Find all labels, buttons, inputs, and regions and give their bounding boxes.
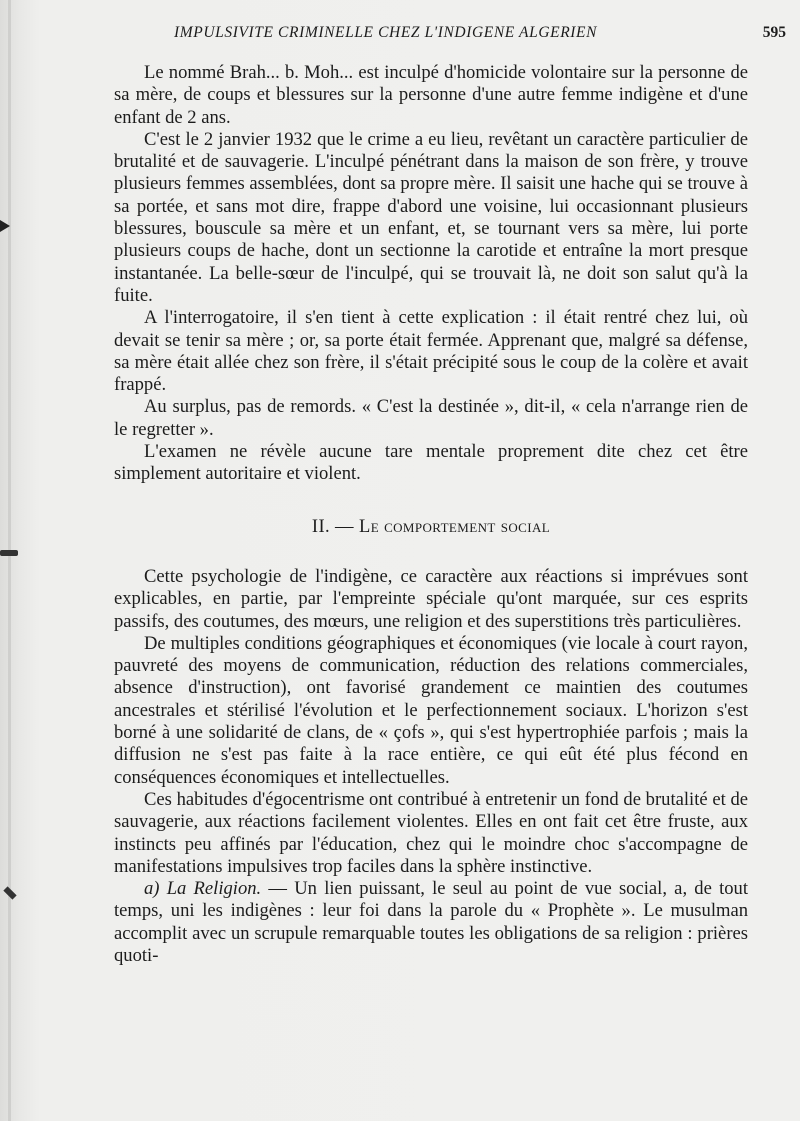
running-title: IMPULSIVITE CRIMINELLE CHEZ L'INDIGENE ALGERIEN: [174, 24, 598, 41]
religion-text: — Un lien puissant, le seul au point de vue social, a, de tout temps, uni les indigènes : leur foi dans la parole du « Prophète ». Le musulman accomplit avec un scrupule remarquable toutes les obligations de sa religion : prières quoti-: [114, 878, 748, 966]
margin-diamond-marker-icon: [3, 886, 16, 899]
running-header: [174, 24, 786, 42]
section-number: II. —: [311, 516, 359, 537]
paragraph: L'examen ne révèle aucune tare mentale proprement dite chez cet être simplement autoritaire et violent.: [114, 441, 748, 485]
paragraph: Le nommé Brah... b. Moh... est inculpé d'homicide volontaire sur la personne de sa mère, de coups et blessures sur la personne d'une autre femme indigène et d'une enfant de 2 ans.: [114, 62, 748, 128]
section-heading: [114, 516, 748, 538]
section-title-initial: L: [359, 516, 371, 537]
religion-paragraph: [114, 878, 748, 967]
body-text: [114, 62, 748, 967]
margin-tab-marker-icon: [0, 550, 18, 556]
religion-subheading: a) La Religion.: [144, 878, 262, 900]
page-number: 595: [762, 24, 786, 41]
paragraph: A l'interrogatoire, il s'en tient à cette explication : il était rentré chez lui, où devait se tenir sa mère ; or, sa porte était fermée. Apprenant que, malgré sa défense, sa mère était allée chez son frère, il s'était précipité sous le coup de la colère et avait frappé.: [114, 307, 748, 396]
paragraph: De multiples conditions géographiques et économiques (vie locale à court rayon, pauvreté des moyens de communication, réduction des relations commerciales, absence d'instruction), ont favorisé grandement ce maintien des coutumes ancestrales et stérilisé l'évolution et le perfectionnement sociaux. L'horizon s'est borné à une solidarité de clans, de « çofs », qui s'est hypertrophiée parfois ; mais la diffusion ne s'est pas faite à la race entière, ce qui eût été plus fécond en conséquences économiques et intellectuelles.: [114, 632, 748, 788]
binding-gutter: [8, 0, 11, 1121]
paragraph: C'est le 2 janvier 1932 que le crime a eu lieu, revêtant un caractère particulier de brutalité et de sauvagerie. L'inculpé pénétrant dans la maison de son frère, y trouve plusieurs femmes assemblées, dont sa propre mère. Il saisit une hache qui se trouve à sa portée, et sans mot dire, frappe d'abord une voisine, lui occasionnant plusieurs blessures, bouscule sa mère et un enfant, et, se tournant vers sa mère, lui porte plusieurs coups de hache, dont un sectionne la carotide et entraîne la mort presque instantanée. La belle-sœur de l'inculpé, qui se trouvait là, ne doit son salut qu'à la fuite.: [114, 128, 748, 306]
paragraph: Cette psychologie de l'indigène, ce caractère aux réactions si imprévues sont explicables, en partie, par l'empreinte spéciale qu'ont marquée, sur ces esprits passifs, des coutumes, des mœurs, une religion et des superstitions très particulières.: [114, 565, 748, 632]
margin-arrow-marker-icon: [0, 220, 10, 232]
section-title-rest: e comportement social: [370, 516, 551, 537]
paragraph: Au surplus, pas de remords. « C'est la destinée », dit-il, « cela n'arrange rien de le regretter ».: [114, 396, 748, 440]
paragraph: Ces habitudes d'égocentrisme ont contribué à entretenir un fond de brutalité et de sauvagerie, aux réactions facilement violentes. Elles en ont fait cet être fruste, aux instincts peu affinés par l'éducation, chez qui le moindre choc s'accompagne de manifestations impulsives trop faciles dans la sphère instinctive.: [114, 788, 748, 877]
